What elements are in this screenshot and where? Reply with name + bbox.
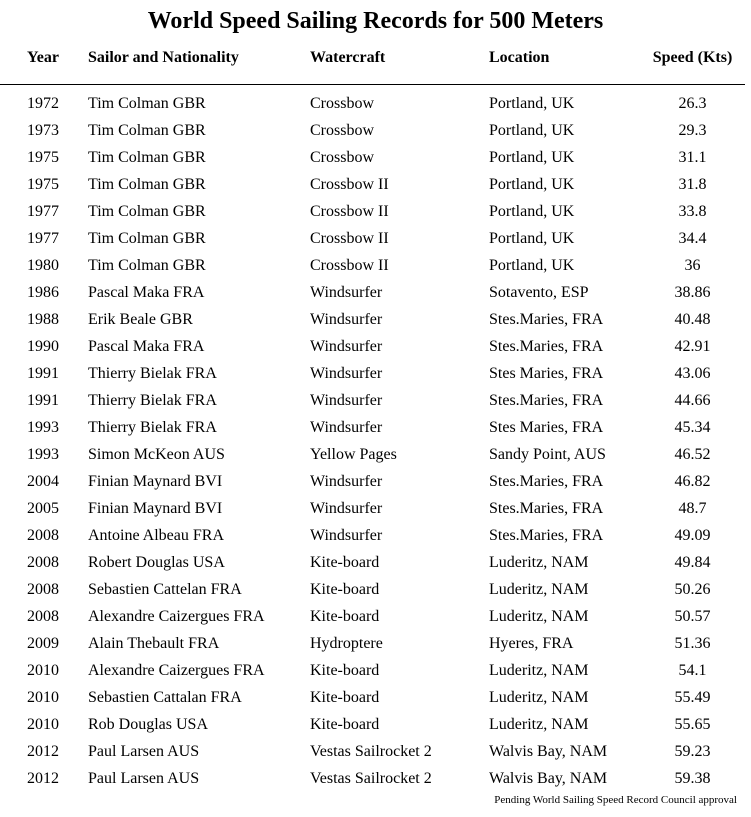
records-table-body [0, 84, 745, 793]
cell-year: 2009 [27, 635, 59, 653]
cell-year: 2010 [27, 689, 59, 707]
cell-speed: 33.8 [678, 203, 707, 221]
cell-location: Stes.Maries, FRA [489, 527, 604, 545]
column-header-year: Year [0, 36, 88, 85]
cell-year: 2008 [27, 608, 59, 626]
cell-sailor: Simon McKeon AUS [88, 446, 225, 464]
cell-location: Stes.Maries, FRA [489, 311, 604, 329]
cell-sailor: Paul Larsen AUS [88, 770, 200, 788]
cell-year: 1973 [27, 122, 59, 140]
table-row [0, 631, 745, 658]
records-table-header [0, 36, 745, 85]
cell-year: 2004 [27, 473, 59, 491]
table-row [0, 118, 745, 145]
cell-sailor: Tim Colman GBR [88, 122, 206, 140]
cell-watercraft: Crossbow [310, 95, 375, 113]
cell-location: Hyeres, FRA [489, 635, 574, 653]
cell-speed: 29.3 [678, 122, 707, 140]
column-header-watercraft: Watercraft [310, 36, 489, 85]
cell-location: Walvis Bay, NAM [489, 770, 608, 788]
cell-sailor: Rob Douglas USA [88, 716, 209, 734]
cell-speed: 55.49 [674, 689, 711, 707]
table-row [0, 577, 745, 604]
table-row [0, 226, 745, 253]
table-row [0, 172, 745, 199]
cell-speed: 55.65 [674, 716, 711, 734]
cell-year: 2008 [27, 554, 59, 572]
table-row [0, 442, 745, 469]
table-row [0, 550, 745, 577]
cell-location: Stes.Maries, FRA [489, 338, 604, 356]
cell-year: 1975 [27, 176, 59, 194]
table-row [0, 145, 745, 172]
column-header-sailor: Sailor and Nationality [88, 36, 310, 85]
cell-speed: 36 [684, 257, 701, 275]
column-header-location: Location [489, 36, 640, 85]
header-row [0, 36, 745, 85]
cell-location: Portland, UK [489, 230, 575, 248]
table-row [0, 334, 745, 361]
cell-speed: 38.86 [674, 284, 711, 302]
cell-speed: 42.91 [674, 338, 711, 356]
cell-location: Luderitz, NAM [489, 716, 589, 734]
cell-location: Sotavento, ESP [489, 284, 589, 302]
cell-sailor: Alexandre Caizergues FRA [88, 608, 265, 626]
cell-location: Portland, UK [489, 122, 575, 140]
cell-sailor: Tim Colman GBR [88, 149, 206, 167]
cell-speed: 51.36 [674, 635, 711, 653]
cell-location: Portland, UK [489, 95, 575, 113]
cell-speed: 31.8 [678, 176, 707, 194]
table-row [0, 766, 745, 793]
cell-year: 2010 [27, 716, 59, 734]
pending-approval-footnote: Pending World Sailing Speed Record Council approval [494, 793, 737, 806]
cell-sailor: Tim Colman GBR [88, 257, 206, 275]
cell-year: 1993 [27, 446, 59, 464]
cell-location: Stes.Maries, FRA [489, 392, 604, 410]
cell-watercraft: Windsurfer [310, 527, 383, 545]
table-row [0, 523, 745, 550]
cell-sailor: Thierry Bielak FRA [88, 392, 217, 410]
cell-watercraft: Windsurfer [310, 338, 383, 356]
cell-speed: 50.57 [674, 608, 711, 626]
table-row [0, 253, 745, 280]
cell-location: Luderitz, NAM [489, 689, 589, 707]
cell-speed: 45.34 [674, 419, 711, 437]
cell-location: Luderitz, NAM [489, 662, 589, 680]
cell-sailor: Sebastien Cattalan FRA [88, 689, 242, 707]
cell-sailor: Pascal Maka FRA [88, 284, 205, 302]
cell-watercraft: Windsurfer [310, 365, 383, 383]
table-row [0, 469, 745, 496]
cell-year: 1988 [27, 311, 59, 329]
cell-year: 1993 [27, 419, 59, 437]
cell-watercraft: Kite-board [310, 662, 380, 680]
records-table [0, 36, 745, 793]
cell-speed: 49.84 [674, 554, 711, 572]
page-title: World Speed Sailing Records for 500 Meters [147, 8, 604, 34]
cell-sailor: Finian Maynard BVI [88, 500, 223, 518]
cell-sailor: Pascal Maka FRA [88, 338, 205, 356]
cell-location: Luderitz, NAM [489, 554, 589, 572]
cell-watercraft: Windsurfer [310, 284, 383, 302]
cell-watercraft: Vestas Sailrocket 2 [310, 743, 432, 761]
cell-sailor: Tim Colman GBR [88, 230, 206, 248]
cell-speed: 50.26 [674, 581, 711, 599]
cell-location: Sandy Point, AUS [489, 446, 606, 464]
table-row [0, 604, 745, 631]
cell-location: Stes.Maries, FRA [489, 473, 604, 491]
cell-year: 2010 [27, 662, 59, 680]
cell-sailor: Sebastien Cattelan FRA [88, 581, 242, 599]
cell-year: 2012 [27, 743, 59, 761]
cell-location: Portland, UK [489, 257, 575, 275]
cell-sailor: Tim Colman GBR [88, 95, 206, 113]
cell-year: 1991 [27, 365, 59, 383]
cell-watercraft: Kite-board [310, 554, 380, 572]
cell-watercraft: Kite-board [310, 608, 380, 626]
cell-year: 1975 [27, 149, 59, 167]
cell-watercraft: Windsurfer [310, 392, 383, 410]
cell-sailor: Tim Colman GBR [88, 203, 206, 221]
cell-speed: 40.48 [674, 311, 711, 329]
cell-sailor: Antoine Albeau FRA [88, 527, 224, 545]
cell-watercraft: Crossbow [310, 149, 375, 167]
column-header-speed: Speed (Kts) [640, 36, 745, 85]
cell-speed: 48.7 [678, 500, 707, 518]
cell-speed: 31.1 [678, 149, 707, 167]
table-row [0, 361, 745, 388]
table-row [0, 685, 745, 712]
cell-location: Stes Maries, FRA [489, 419, 604, 437]
cell-watercraft: Kite-board [310, 689, 380, 707]
cell-location: Stes.Maries, FRA [489, 500, 604, 518]
cell-watercraft: Yellow Pages [310, 446, 397, 464]
cell-sailor: Robert Douglas USA [88, 554, 225, 572]
cell-year: 1980 [27, 257, 59, 275]
cell-sailor: Erik Beale GBR [88, 311, 193, 329]
cell-speed: 59.38 [674, 770, 711, 788]
cell-location: Luderitz, NAM [489, 608, 589, 626]
cell-location: Luderitz, NAM [489, 581, 589, 599]
cell-speed: 46.52 [674, 446, 711, 464]
table-row [0, 712, 745, 739]
cell-year: 2012 [27, 770, 59, 788]
table-row [0, 307, 745, 334]
cell-sailor: Alexandre Caizergues FRA [88, 662, 265, 680]
cell-watercraft: Kite-board [310, 581, 380, 599]
cell-sailor: Alain Thebault FRA [88, 635, 220, 653]
table-row [0, 280, 745, 307]
cell-sailor: Thierry Bielak FRA [88, 365, 217, 383]
cell-speed: 26.3 [678, 95, 707, 113]
cell-watercraft: Crossbow II [310, 230, 389, 248]
cell-watercraft: Windsurfer [310, 500, 383, 518]
cell-speed: 59.23 [674, 743, 711, 761]
cell-watercraft: Crossbow II [310, 203, 389, 221]
cell-speed: 34.4 [678, 230, 707, 248]
cell-watercraft: Windsurfer [310, 419, 383, 437]
cell-year: 1986 [27, 284, 59, 302]
cell-watercraft: Vestas Sailrocket 2 [310, 770, 432, 788]
cell-watercraft: Crossbow [310, 122, 375, 140]
cell-location: Portland, UK [489, 176, 575, 194]
cell-location: Portland, UK [489, 203, 575, 221]
cell-location: Walvis Bay, NAM [489, 743, 608, 761]
cell-watercraft: Crossbow II [310, 176, 389, 194]
cell-speed: 46.82 [674, 473, 711, 491]
cell-year: 2005 [27, 500, 59, 518]
table-row [0, 496, 745, 523]
cell-speed: 44.66 [674, 392, 711, 410]
cell-watercraft: Windsurfer [310, 311, 383, 329]
cell-sailor: Finian Maynard BVI [88, 473, 223, 491]
cell-location: Stes Maries, FRA [489, 365, 604, 383]
cell-watercraft: Hydroptere [310, 635, 383, 653]
cell-year: 2008 [27, 581, 59, 599]
cell-year: 1977 [27, 230, 59, 248]
cell-speed: 49.09 [674, 527, 711, 545]
cell-sailor: Tim Colman GBR [88, 176, 206, 194]
cell-watercraft: Crossbow II [310, 257, 389, 275]
table-row [0, 739, 745, 766]
cell-year: 1990 [27, 338, 59, 356]
cell-year: 2008 [27, 527, 59, 545]
cell-location: Portland, UK [489, 149, 575, 167]
cell-year: 1977 [27, 203, 59, 221]
cell-sailor: Paul Larsen AUS [88, 743, 200, 761]
cell-watercraft: Kite-board [310, 716, 380, 734]
table-row [0, 658, 745, 685]
table-row [0, 199, 745, 226]
cell-sailor: Thierry Bielak FRA [88, 419, 217, 437]
table-row [0, 84, 745, 118]
table-row [0, 388, 745, 415]
table-row [0, 415, 745, 442]
cell-year: 1991 [27, 392, 59, 410]
cell-speed: 54.1 [678, 662, 707, 680]
cell-year: 1972 [27, 95, 59, 113]
cell-watercraft: Windsurfer [310, 473, 383, 491]
cell-speed: 43.06 [674, 365, 711, 383]
